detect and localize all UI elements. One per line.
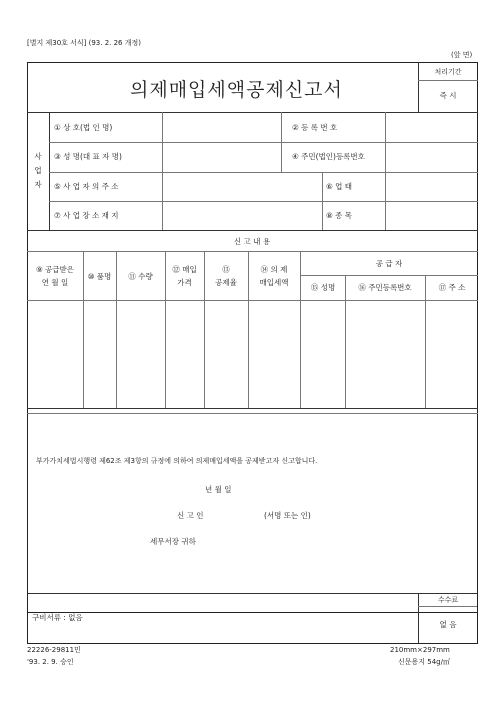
divider [385,112,386,172]
addressee: 세무서장 귀하 [150,537,196,546]
form-code: [별지 제30호 서식] (93. 2. 26 개정) [27,39,141,47]
fee-value: 없 음 [439,620,457,629]
divider [27,251,478,252]
divider [418,80,478,81]
col-supplier-address: ⑰ 주 소 [438,283,466,292]
paper-type: 신문용지 54g/㎡ [398,658,450,666]
divider [49,201,478,202]
divider [27,230,478,231]
fee-label: 수수료 [437,596,459,604]
divider [281,112,282,172]
field-rep-label: ③ 성 명(대 표 자 명) [54,152,122,161]
col-qty: ⑪ 수량 [128,272,153,281]
declaration-text: 부가가치세법시행령 제62조 제3항의 규정에 의하여 의제매입세액을 공제받고자 신고합니다. [36,457,318,465]
divider [345,275,346,408]
form-title: 의제매입세액공제신고서 [130,79,343,101]
field-resident-no-label: ④ 주민(법인)등록번호 [292,152,365,161]
divider [49,172,478,173]
divider [27,413,478,414]
divider [162,112,163,230]
col-rate: ⑬ 공제율 [215,265,237,287]
field-reg-no-label: ② 등 록 번 호 [292,123,338,132]
processing-value: 즉 시 [439,91,457,100]
form-number: 22226-29811민 [27,646,81,654]
field-address-label: ⑤ 사 업 자 의 주 소 [54,182,119,191]
field-type-label: ⑥ 업 태 [326,182,352,191]
required-docs: 구비서류 : 없음 [32,613,83,622]
divider [322,172,323,230]
processing-label: 처리기간 [434,68,462,76]
col-item: ⑩ 품명 [87,272,112,281]
form-frame [27,62,478,613]
report-section-label: 신 고 내 용 [233,237,271,246]
divider [418,62,419,112]
paper-size: 210mm×297mm [390,646,450,654]
declarant-label: 신 고 인 [177,511,204,520]
divider [27,408,478,409]
divider [300,251,301,408]
page-side: (앞 면) [451,51,473,59]
business-section-label: 사 업 자 [34,152,42,189]
divider [425,275,426,408]
footer-frame [27,593,478,644]
field-name-label: ① 상 호(법 인 명) [54,123,113,132]
divider [385,172,386,230]
col-date: ⑨ 공급받은 연 월 일 [35,265,75,287]
approval-date: '93. 2. 9. 승인 [27,658,74,666]
divider [49,112,50,230]
col-supplier-name: ⑮ 성명 [310,283,336,292]
col-supplier-id: ⑯ 주민등록번호 [358,283,412,292]
divider [300,275,478,276]
field-category-label: ⑧ 종 목 [326,211,352,220]
col-price: ⑫ 매입 가격 [172,265,197,287]
signature-label: (서명 또는 인) [264,511,311,520]
col-supplier: 공 급 자 [375,259,403,268]
divider [49,142,478,143]
col-tax: ⑭ 의 제 매입세액 [259,265,289,287]
divider [27,300,478,301]
declaration-date: 년 월 일 [205,485,232,494]
divider [27,112,478,113]
field-location-label: ⑦ 사 업 장 소 재 지 [54,211,119,220]
